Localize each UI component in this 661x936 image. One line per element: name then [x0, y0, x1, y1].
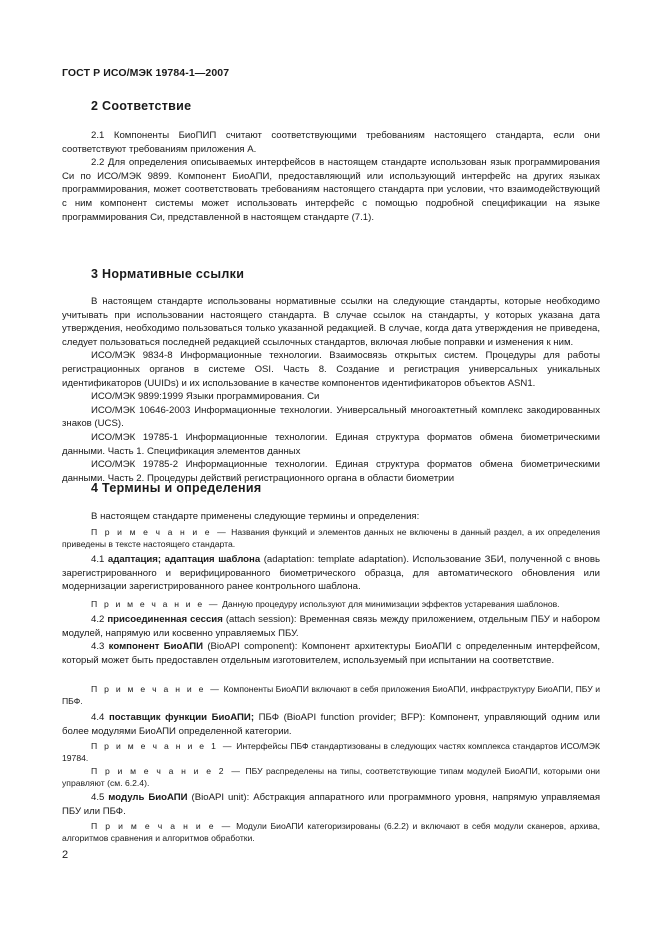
paragraph-2-2: 2.2 Для определения описываемых интерфейсов в настоящем стандарте использован язык программирования Си по ИСО/МЭК 9899. Компонент БиоАПИ, предоставляющий или использующий интерфейс на других языках программирования, может соответствовать требованиям настоящего стандарта при условии, что взаимодействующий с ним компонент системы может использовать интерфейс с помощью подробной спецификации на языке программирования Си, представленной в настоящем стандарте (7.1).: [62, 157, 600, 223]
section-4-title: 4 Термины и определения: [91, 481, 262, 495]
reference-item: ИСО/МЭК 9899:1999 Языки программирования. Си: [91, 391, 320, 403]
reference-item: ИСО/МЭК 9834-8 Информационные технологии. Взаимосвязь открытых систем. Процедуры для работы регистрационных органов в системе OSI. Часть 8. Создание и регистрация универсальных уникальных идентификаторов (UUIDs) и их использование в качестве компонентов идентификаторов объектов ASN1.: [62, 350, 600, 389]
term-4-4: 4.4 поставщик функции БиоАПИ; ПБФ (BioAPI function provider; BFP): Компонент, управляющий одним или более модулями БиоАПИ определенной категории.: [62, 712, 601, 737]
section-3-intro: В настоящем стандарте использованы нормативные ссылки на следующие стандарты, которые необходимо учитывать при использовании настоящего стандарта. В случае ссылок на стандарты, у которых указана дата утверждения, необходимо пользоваться только указанной редакцией. В случае, когда дата утверждения не приведена, следует пользоваться последней редакцией ссылочных стандартов, включая любые поправки и изменения к ним.: [62, 296, 600, 348]
note-term-4-3: П р и м е ч а н и е — Компоненты БиоАПИ включают в себя приложения БиоАПИ, инфраструктуру БиоАПИ, ПБУ и ПБФ.: [62, 684, 600, 707]
term-name: модуль БиоАПИ: [108, 792, 188, 803]
reference-item: ИСО/МЭК 10646-2003 Информационные технологии. Универсальный многоактетный комплекс закодированных знаков (UCS).: [62, 404, 600, 430]
term-name: присоединенная сессия: [107, 614, 223, 625]
section-4-intro: В настоящем стандарте применены следующие термины и определения:: [91, 511, 420, 522]
document-code-header: ГОСТ Р ИСО/МЭК 19784-1—2007: [62, 67, 230, 79]
note-label: П р и м е ч а н и е 2 —: [91, 766, 243, 776]
note-label: П р и м е ч а н и е —: [91, 599, 220, 609]
term-4-1: 4.1 адаптация; адаптация шаблона (adaptation: template adaptation). Использование ЗБИ, полученной с вновь зарегистрированного и верифицированного биометрического образца, для автоматического обновления или модернизации зарегистрированного ранее контрольного шаблона.: [62, 554, 600, 593]
section-3-title: 3 Нормативные ссылки: [91, 267, 245, 281]
paragraph-2-1: 2.1 Компоненты БиоПИП считают соответствующими требованиям настоящего стандарта, если они соответствуют требованиям приложения А.: [62, 130, 600, 155]
term-4-5: 4.5 модуль БиоАПИ (BioAPI unit): Абстракция аппаратного или программного уровня, напрямую управляемая ПБУ или ПБФ.: [62, 792, 601, 817]
term-name: компонент БиоАПИ: [108, 641, 203, 652]
section-2-title: 2 Соответствие: [91, 99, 192, 113]
reference-item: ИСО/МЭК 19785-2 Информационные технологии. Единая структура форматов обмена биометрическими данными. Часть 2. Процедуры действий регистрационного органа в области биометрии: [62, 459, 600, 484]
term-name: поставщик функции БиоАПИ;: [108, 712, 255, 723]
note-term-4-1: П р и м е ч а н и е — Данную процедуру используют для минимизации эффектов устаревания шаблонов.: [91, 599, 560, 609]
note-terms-general: П р и м е ч а н и е — Названия функций и элементов данных не включены в данный раздел, а их определения приведены в тексте настоящего стандарта.: [62, 527, 600, 550]
section-2-body: [62, 129, 600, 224]
term-4-3: 4.3 компонент БиоАПИ (BioAPI component): Компонент архитектуры БиоАПИ с определенным интерфейсом, который может быть предоставлен отдельным изготовителем, используемый при испытании на соответствие.: [62, 641, 600, 666]
page-number: 2: [62, 849, 69, 861]
term-name: адаптация; адаптация шаблона: [107, 554, 261, 565]
note-1-term-4-4: П р и м е ч а н и е 1 — Интерфейсы ПБФ стандартизованы в следующих частях комплекса стандартов ИСО/МЭК 19784.: [62, 741, 600, 764]
note-term-4-5: П р и м е ч а н и е — Модули БиоАПИ категоризированы (6.2.2) и включают в себя модули сканеров, архива, алгоритмов сравнения и алгоритмов обработки.: [62, 821, 600, 844]
note-label: П р и м е ч а н и е —: [91, 821, 233, 831]
note-label: П р и м е ч а н и е —: [91, 684, 222, 694]
note-label: П р и м е ч а н и е 1 —: [91, 741, 234, 751]
term-4-2: 4.2 присоединенная сессия (attach session): Временная связь между приложением, отдельным ПБУ и набором модулей, напрямую или косвенно управляемых ПБУ.: [62, 614, 600, 639]
section-3-body: [62, 295, 600, 485]
note-2-term-4-4: П р и м е ч а н и е 2 — ПБУ распределены на типы, соответствующие типам модулей БиоАПИ, которыми они управляют (см. 6.2.4).: [62, 766, 600, 789]
note-label: П р и м е ч а н и е —: [91, 527, 228, 537]
reference-item: ИСО/МЭК 19785-1 Информационные технологии. Единая структура форматов обмена биометрическими данными. Часть 1. Спецификация элементов данных: [62, 431, 600, 457]
